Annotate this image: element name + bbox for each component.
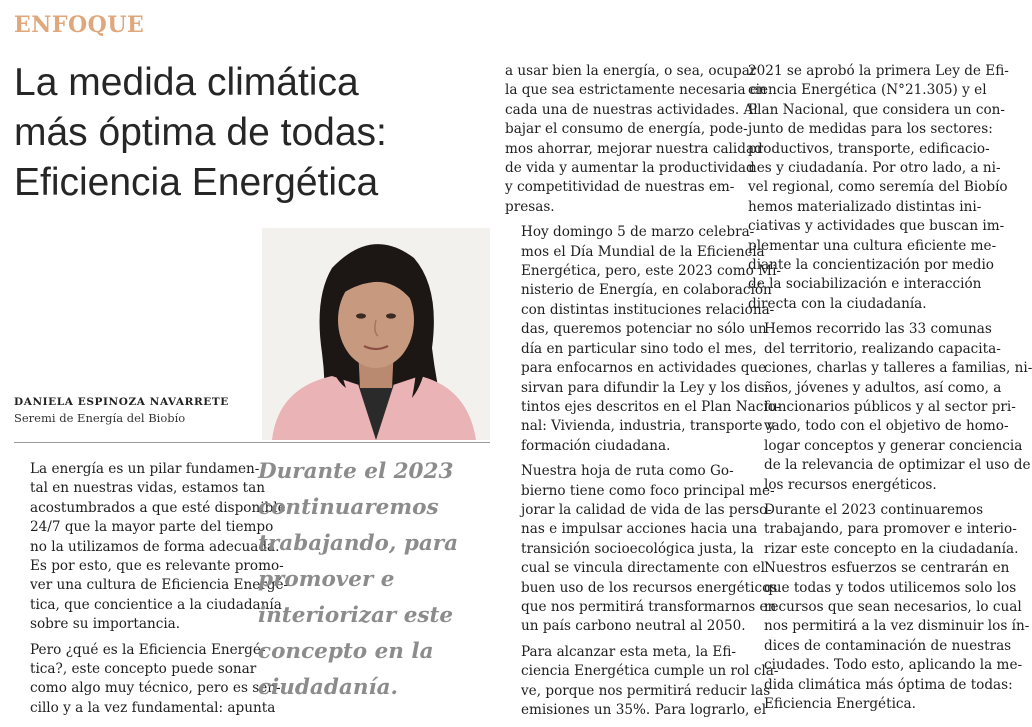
author-role: Seremi de Energía del Biobío <box>14 411 186 425</box>
headline-line: más óptima de todas: <box>14 111 387 154</box>
author-portrait <box>262 228 490 440</box>
author-name: DANIELA ESPINOZA NAVARRETE <box>14 396 229 408</box>
paragraph: La energía es un pilar fundamen- tal en nuestras vidas, estamos tan acostumbrados a que esté disponible 24/7 que la mayor parte del tiempo no la utilizamos de forma adecuada. Es por esto, que es relevante promo- ver una cultura de Eficiencia Energé- tica, que concientice a la ciudadanía sobre su importancia. <box>30 461 289 633</box>
column-3 <box>505 62 782 726</box>
column-1 <box>14 460 289 724</box>
paragraph: Hoy domingo 5 de marzo celebra- mos el Día Mundial de la Eficiencia Energética, pero, este 2023 como Mi- nisterio de Energía, en colaboración con distintas instituciones relaciona- das, queremos potenciar no sólo un día en particular sino todo el mes, para enfocarnos en actividades que sirvan para difundir la Ley y los dis- tintos ejes descritos en el Plan Nacio- nal: Vivienda, industria, transporte y formación ciudadana. <box>521 224 782 454</box>
headline-line: Eficiencia Energética <box>14 161 379 204</box>
paragraph: Durante el 2023 continuaremos trabajando, para promover e interio- rizar este concepto en la ciudadanía. Nuestros esfuerzos se centrarán en que todas y todos utilicemos solo los recursos que sean necesarios, lo cual nos permitirá a la vez disminuir los ín- dices de contaminación de nuestras ciudades. Todo esto, aplicando la me- dida climática más óptima de todas: Eficiencia Energética. <box>764 501 1030 712</box>
divider <box>14 442 490 443</box>
section-tag: ENFOQUE <box>14 12 145 38</box>
paragraph: Para alcanzar esta meta, la Efi- ciencia Energética cumple un rol cla- ve, porque nos permitirá reducir las emisiones un 35%. Para lograrlo, el <box>521 643 779 718</box>
byline <box>14 396 254 425</box>
author-portrait-icon <box>262 228 490 440</box>
paragraph: Nuestra hoja de ruta como Go- bierno tiene como foco principal me- jorar la calidad de vida de las perso- nas e impulsar acciones hacia una transición socioecológica justa, la cual se vincula directamente con el buen uso de los recursos energéticos que nos permitirá transformarnos en un país carbono neutral al 2050. <box>521 463 778 635</box>
column-4 <box>748 62 1032 720</box>
paragraph: a usar bien la energía, o sea, ocupar la que sea estrictamente necesaria en cada una de nuestras actividades. Al bajar el consumo de energía, pode- mos ahorrar, mejorar nuestra calidad de vida y aumentar la productividad y competitividad de nuestras em- presas. <box>505 63 767 215</box>
headline-line: La medida climática <box>14 61 359 104</box>
pull-quote: Durante el 2023 continuaremos trabajando, para promover e interiorizar este concepto en la ciudadanía. <box>258 459 459 700</box>
paragraph: Pero ¿qué es la Eficiencia Energé- tica?, este concepto puede sonar como algo muy técnico, pero es sen- cillo y a la vez fundamental: apunta <box>30 641 281 716</box>
paragraph: 2021 se aprobó la primera Ley de Efi- ciencia Energética (N°21.305) y el Plan Nacional, que considera un con- junto de medidas para los sectores: productivos, transporte, edificacio- nes y ciudadanía. Por otro lado, a ni- vel regional, como seremía del Biobío hemos materializado distintas ini- ciativas y actividades que buscan im- plementar una cultura eficiente me- diante la concientización por medio de la sociabilización e interacción directa con la ciudadanía. <box>748 63 1009 312</box>
headline <box>14 58 484 208</box>
paragraph: Hemos recorrido las 33 comunas del territorio, realizando capacita- ciones, charlas y talleres a familias, ni- ños, jóvenes y adultos, así como, a funcionarios públicos y al sector pri- vado, todo con el objetivo de homo- logar conceptos y generar conciencia de la relevancia de optimizar el uso de los recursos energéticos. <box>764 321 1032 493</box>
